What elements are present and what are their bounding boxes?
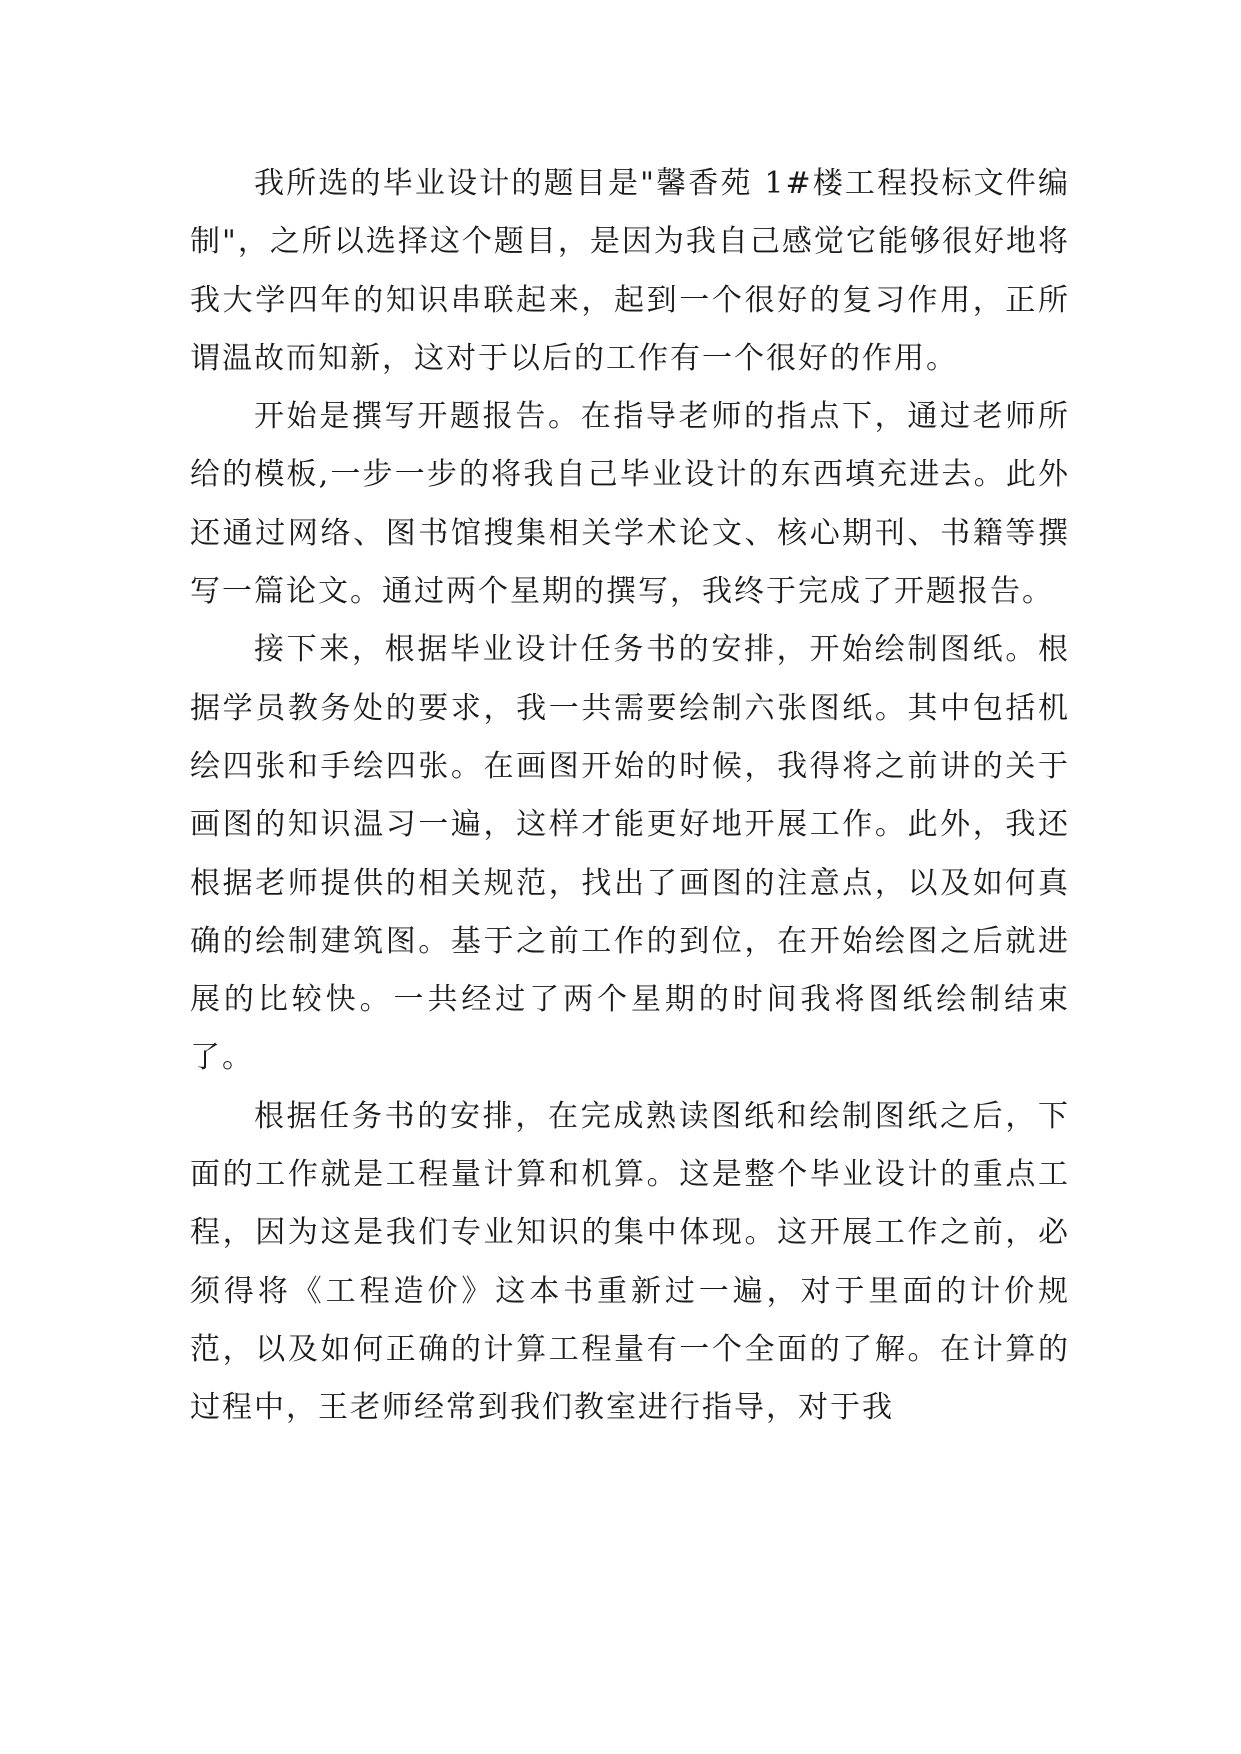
paragraph-topic-selection: 我所选的毕业设计的题目是"馨香苑 1#楼工程投标文件编制"，之所以选择这个题目，是因为我自己感觉它能够很好地将我大学四年的知识串联起来，起到一个很好的复习作用，正所谓温故而知新，这对于以后的工作有一个很好的作用。 [190,166,1070,376]
paragraph-quantity-calculation: 根据任务书的安排，在完成熟读图纸和绘制图纸之后，下面的工作就是工程量计算和机算。这是整个毕业设计的重点工程，因为这是我们专业知识的集中体现。这开展工作之前，必须得将《工程造价》这本书重新过一遍，对于里面的计价规范，以及如何正确的计算工程量有一个全面的了解。在计算的过程中，王老师经常到我们教室进行指导，对于我 [190,1098,1070,1426]
paragraph-proposal-report: 开始是撰写开题报告。在指导老师的指点下，通过老师所给的模板,一步一步的将我自己毕业设计的东西填充进去。此外还通过网络、图书馆搜集相关学术论文、核心期刊、书籍等撰写一篇论文。通过两个星期的撰写，我终于完成了开题报告。 [190,399,1070,610]
document-body [190,155,1070,1438]
paragraph-drawing-work: 接下来，根据毕业设计任务书的安排，开始绘制图纸。根据学员教务处的要求，我一共需要绘制六张图纸。其中包括机绘四张和手绘四张。在画图开始的时候，我得将之前讲的关于画图的知识温习一遍，这样才能更好地开展工作。此外，我还根据老师提供的相关规范，找出了画图的注意点，以及如何真确的绘制建筑图。基于之前工作的到位，在开始绘图之后就进展的比较快。一共经过了两个星期的时间我将图纸绘制结束了。 [190,632,1070,1076]
